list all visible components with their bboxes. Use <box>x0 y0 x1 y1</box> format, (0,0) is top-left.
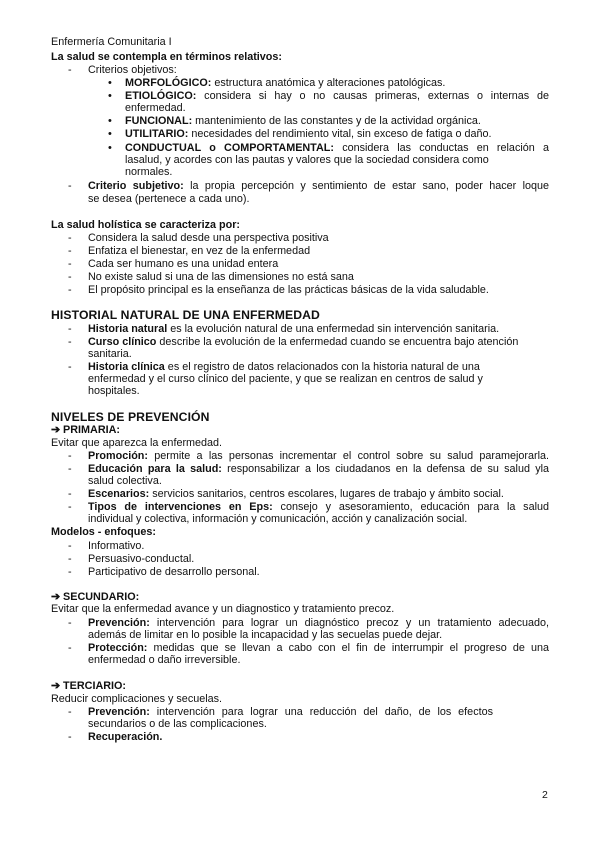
section-title-historial: HISTORIAL NATURAL DE UNA ENFERMEDAD <box>51 308 320 322</box>
dot-bullet: • <box>108 77 112 89</box>
list-item: Cada ser humano es una unidad entera <box>88 258 279 270</box>
dash-bullet: - <box>68 450 72 462</box>
page-number: 2 <box>542 789 548 801</box>
list-item: Prevención: intervención para lograr una reducción del daño, de los efectos <box>88 706 493 718</box>
list-item: Promoción: permite a las personas incrementar el control sobre su salud paramejorarla. <box>88 450 549 462</box>
list-item: Historia natural es la evolución natural de una enfermedad sin intervención sanitaria. <box>88 323 500 335</box>
dash-bullet: - <box>68 642 72 654</box>
dash-bullet: - <box>68 64 72 76</box>
list-item: UTILITARIO: necesidades del rendimiento vital, sin exceso de fatiga o daño. <box>125 128 492 140</box>
intro-text: Evitar que la enfermedad avance y un diagnostico y tratamiento precoz. <box>51 603 395 615</box>
header-text: Enfermería Comunitaria I <box>51 36 172 48</box>
dash-bullet: - <box>68 323 72 335</box>
dash-bullet: - <box>68 488 72 500</box>
dot-bullet: • <box>108 142 112 154</box>
arrow-right-icon: ➔ <box>51 680 61 692</box>
dash-bullet: - <box>68 731 72 743</box>
list-item: CONDUCTUAL o COMPORTAMENTAL: considera las conductas en relación a <box>125 142 549 154</box>
list-item: Tipos de intervenciones en Eps: consejo y asesoramiento, educación para la salud <box>88 501 549 513</box>
list-item: Historia clínica es el registro de datos relacionados con la historia natural de una <box>88 361 480 373</box>
list-item: ETIOLÓGICO: considera si hay o no causas primeras, externas o internas de <box>125 90 549 102</box>
list-item-cont: lasalud, y acordes con las pautas y valores que la sociedad considera como <box>125 154 489 166</box>
dot-bullet: • <box>108 115 112 127</box>
section-title-relativa: La salud se contempla en términos relativos: <box>51 51 283 63</box>
dash-bullet: - <box>68 271 72 283</box>
list-item: Prevención: intervención para lograr un diagnóstico precoz y un tratamiento adecuado, <box>88 617 549 629</box>
list-item-cont: enfermedad. <box>125 102 186 114</box>
dash-bullet: - <box>68 245 72 257</box>
arrow-right-icon: ➔ <box>51 591 61 603</box>
dash-bullet: - <box>68 617 72 629</box>
list-item: Persuasivo-conductal. <box>88 553 195 565</box>
dot-bullet: • <box>108 128 112 140</box>
section-title-prevencion: NIVELES DE PREVENCIÓN <box>51 410 210 424</box>
list-item-cont: sanitaria. <box>88 348 132 360</box>
intro-text: Evitar que aparezca la enfermedad. <box>51 437 223 449</box>
section-title-holistica: La salud holística se caracteriza por: <box>51 219 241 231</box>
modelos-title: Modelos - enfoques: <box>51 526 156 538</box>
list-item: Criterio subjetivo: la propia percepción y sentimiento de estar sano, poder hacer loque <box>88 180 549 192</box>
dash-bullet: - <box>68 540 72 552</box>
intro-text: Reducir complicaciones y secuelas. <box>51 693 223 705</box>
list-item: Escenarios: servicios sanitarios, centros escolares, lugares de trabajo y ámbito social. <box>88 488 504 500</box>
list-item: Recuperación. <box>88 731 163 743</box>
list-item: Enfatiza el bienestar, en vez de la enfermedad <box>88 245 311 257</box>
dash-bullet: - <box>68 553 72 565</box>
list-item-cont: enfermedad y el curso clínico del paciente, y que se realizan en centros de salud y <box>88 373 483 385</box>
list-item: MORFOLÓGICO: estructura anatómica y alteraciones patológicas. <box>125 77 446 89</box>
dash-bullet: - <box>68 361 72 373</box>
dot-bullet: • <box>108 90 112 102</box>
arrow-right-icon: ➔ <box>51 424 61 436</box>
subsection-primaria: ➔ PRIMARIA: <box>51 424 121 436</box>
list-item-cont: salud colectiva. <box>88 475 162 487</box>
list-item: Considera la salud desde una perspectiva positiva <box>88 232 329 244</box>
list-item: Informativo. <box>88 540 145 552</box>
dash-bullet: - <box>68 284 72 296</box>
objetivos-label: Criterios objetivos: <box>88 64 177 76</box>
dash-bullet: - <box>68 232 72 244</box>
list-item-cont: secundarios o de las complicaciones. <box>88 718 267 730</box>
subsection-secundario: ➔ SECUNDARIO: <box>51 591 140 603</box>
list-item-cont: hospitales. <box>88 385 140 397</box>
list-item: Curso clínico describe la evolución de la enfermedad cuando se encuentra bajo atención <box>88 336 519 348</box>
list-item-cont: enfermedad o daño irreversible. <box>88 654 241 666</box>
list-item: No existe salud si una de las dimensiones no está sana <box>88 271 354 283</box>
dash-bullet: - <box>68 180 72 192</box>
dash-bullet: - <box>68 463 72 475</box>
list-item-cont: normales. <box>125 166 173 178</box>
list-item-cont: además de limitar en lo posible la incapacidad y las secuelas puede dejar. <box>88 629 443 641</box>
subsection-terciario: ➔ TERCIARIO: <box>51 680 127 692</box>
list-item: El propósito principal es la enseñanza de las prácticas básicas de la vida saludable. <box>88 284 489 296</box>
list-item-cont: se desea (pertenece a cada uno). <box>88 193 250 205</box>
dash-bullet: - <box>68 336 72 348</box>
list-item: Educación para la salud: responsabilizar a los ciudadanos en la defensa de su salud yla <box>88 463 549 475</box>
list-item-cont: individual y colectiva, información y comunicación, acción y canalización social. <box>88 513 468 525</box>
list-item: Participativo de desarrollo personal. <box>88 566 260 578</box>
list-item: FUNCIONAL: mantenimiento de las constantes y de la actividad orgánica. <box>125 115 481 127</box>
list-item: Protección: medidas que se llevan a cabo con el fin de interrumpir el progreso de una <box>88 642 549 654</box>
dash-bullet: - <box>68 706 72 718</box>
dash-bullet: - <box>68 501 72 513</box>
dash-bullet: - <box>68 566 72 578</box>
dash-bullet: - <box>68 258 72 270</box>
